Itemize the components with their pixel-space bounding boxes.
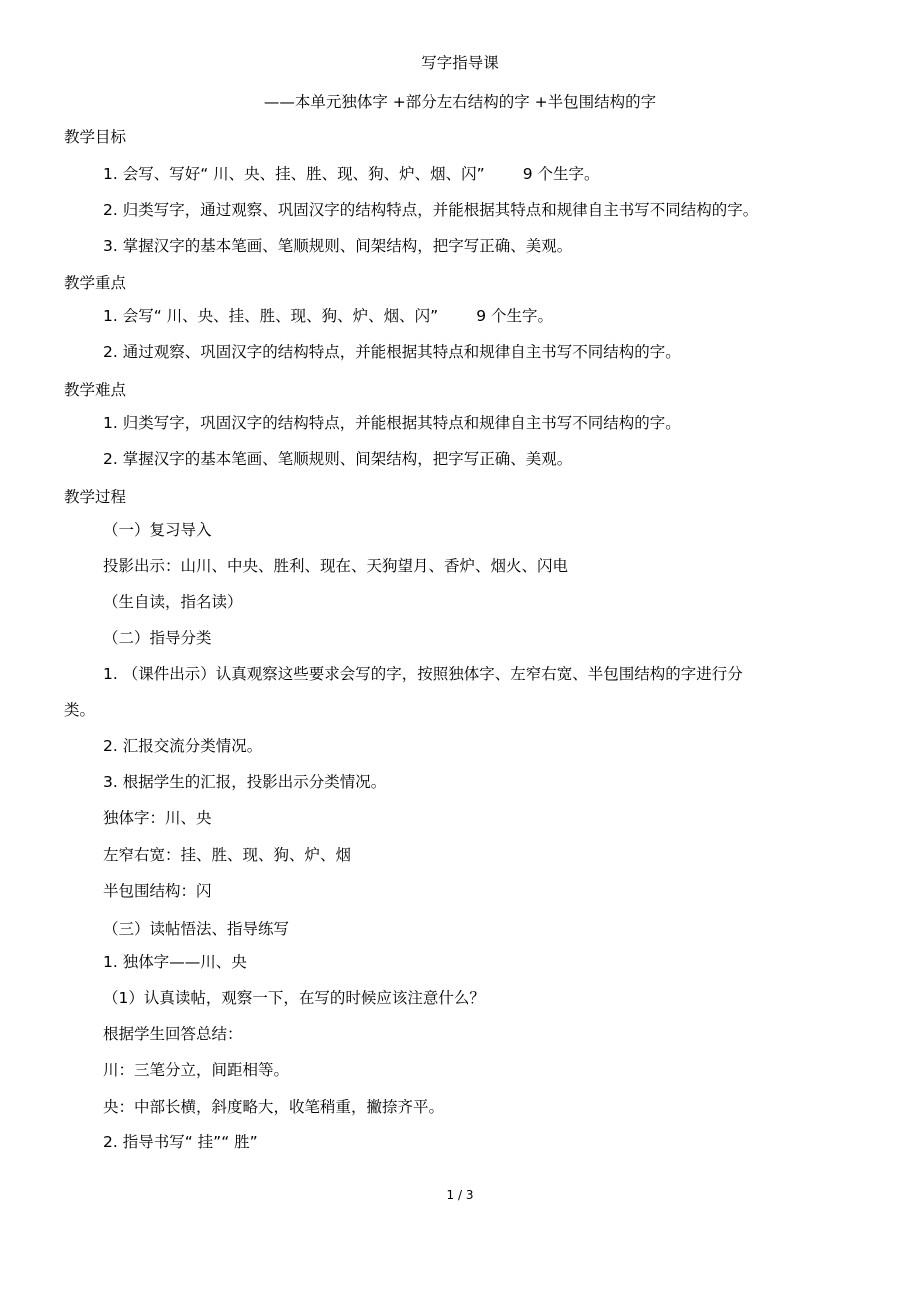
process-line: 3. 根据学生的汇报，投影出示分类情况。 [103,773,387,791]
key-point-item-1-text: 1. 会写“ 川、央、挂、胜、现、狗、炉、烟、闪” [103,307,439,325]
page-number: 1 / 3 [446,1188,474,1202]
key-point-item-1-count: 9 个生字。 [476,307,554,325]
document-subtitle: ——本单元独体字 +部分左右结构的字 +半包围结构的字 [263,93,657,111]
process-line: 根据学生回答总结： [103,1025,243,1043]
process-line: 半包围结构：闪 [103,882,212,900]
process-line: 投影出示：山川、中央、胜利、现在、天狗望月、香炉、烟火、闪电 [103,557,569,575]
goal-item-3: 3. 掌握汉字的基本笔画、笔顺规则、间架结构，把字写正确、美观。 [103,237,573,255]
process-line: （一）复习导入 [103,521,212,539]
key-point-item-2: 2. 通过观察、巩固汉字的结构特点，并能根据其特点和规律自主书写不同结构的字。 [103,343,681,361]
difficulty-item-2: 2. 掌握汉字的基本笔画、笔顺规则、间架结构，把字写正确、美观。 [103,450,573,468]
document-title: 写字指导课 [421,54,499,72]
process-line: （三）读帖悟法、指导练写 [103,920,290,938]
heading-process: 教学过程 [64,488,127,506]
heading-goals: 教学目标 [64,128,127,146]
goal-item-1-count: 9 个生字。 [522,165,600,183]
process-line: （生自读，指名读） [103,593,243,611]
process-line: 左窄右宽：挂、胜、现、狗、炉、烟 [103,846,352,864]
goal-item-2: 2. 归类写字，通过观察、巩固汉字的结构特点，并能根据其特点和规律自主书写不同结构的字。 [103,201,759,219]
process-line: 2. 指导书写“ 挂”“ 胜” [103,1133,258,1151]
process-line: 川：三笔分立，间距相等。 [103,1061,290,1079]
process-line: 2. 汇报交流分类情况。 [103,737,263,755]
process-line: 独体字：川、央 [103,809,212,827]
process-line: 1. 独体字——川、央 [103,953,247,971]
process-line: 1. （课件出示）认真观察这些要求会写的字，按照独体字、左窄右宽、半包围结构的字进行分 [103,665,743,683]
heading-key-points: 教学重点 [64,274,127,292]
key-point-item-1 [103,306,553,326]
goal-item-1-text: 1. 会写、写好“ 川、央、挂、胜、现、狗、炉、烟、闪” [103,165,485,183]
difficulty-item-1: 1. 归类写字，巩固汉字的结构特点，并能根据其特点和规律自主书写不同结构的字。 [103,414,681,432]
heading-difficulties: 教学难点 [64,381,127,399]
goal-item-1 [103,164,600,184]
process-line: （1）认真读帖，观察一下，在写的时候应该注意什么？ [103,989,485,1007]
process-line: 类。 [64,701,96,719]
process-line: 央：中部长横，斜度略大，收笔稍重，撇捺齐平。 [103,1098,445,1116]
process-line: （二）指导分类 [103,629,212,647]
